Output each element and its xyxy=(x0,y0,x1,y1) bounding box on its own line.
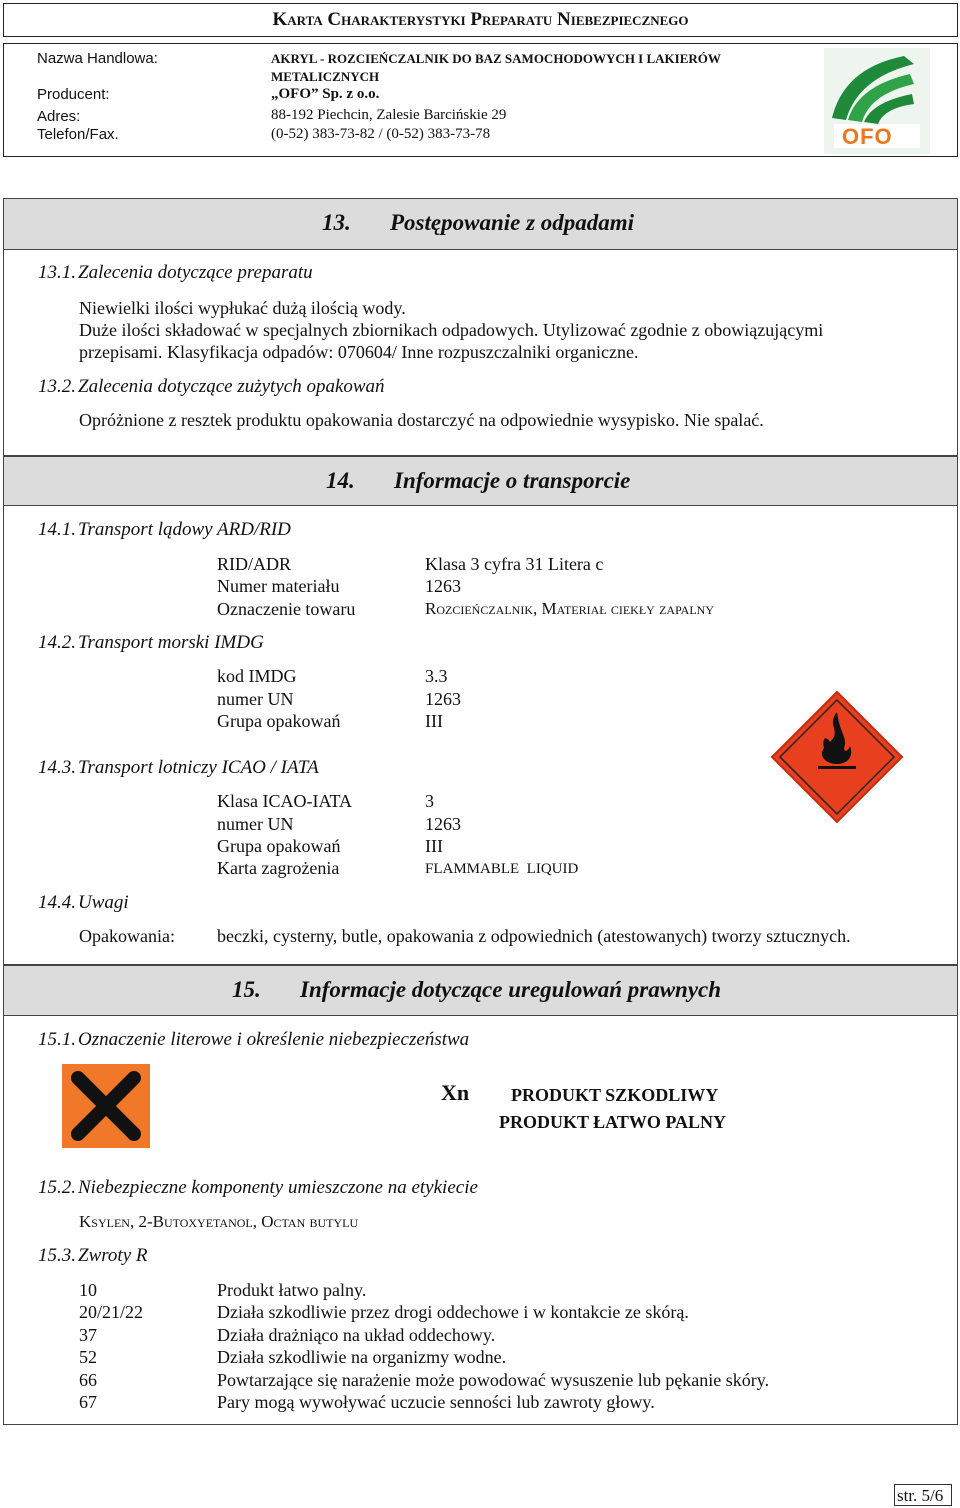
hazard-text-2: PRODUKT ŁATWO PALNY xyxy=(499,1112,727,1132)
sub-14-1-title: Transport lądowy ARD/RID xyxy=(78,519,291,540)
r-text-5: Pary mogą wywoływać uczucie senności lub zawroty głowy. xyxy=(217,1392,655,1412)
value-name-line2: METALICZNYCH xyxy=(271,69,380,84)
air-label-0: Klasa ICAO-IATA xyxy=(217,791,353,811)
title-bar xyxy=(3,3,958,37)
text-13-1b: Duże ilości składować w specjalnych zbiornikach odpadowych. Utylizować zgodnie z obowiązującymi xyxy=(79,320,824,340)
land-label-1: Numer materiału xyxy=(217,576,340,596)
r-code-0: 10 xyxy=(79,1280,97,1300)
air-value-3: FLAMMABLE LIQUID xyxy=(425,861,579,877)
land-value-0: Klasa 3 cyfra 31 Litera c xyxy=(425,554,604,574)
section-14-number: 14. xyxy=(326,468,355,493)
r-text-3: Działa szkodliwie na organizmy wodne. xyxy=(217,1347,507,1367)
logo-text: OFO xyxy=(842,124,893,149)
sub-13-1-number: 13.1. xyxy=(38,262,76,283)
text-13-1c: przepisami. Klasyfikacja odpadów: 070604/ Inne rozpuszczalniki organiczne. xyxy=(79,342,639,362)
sea-label-1: numer UN xyxy=(217,689,294,709)
land-value-1: 1263 xyxy=(425,576,461,596)
sea-value-1: 1263 xyxy=(425,689,461,709)
label-name: Nazwa Handlowa: xyxy=(37,50,158,67)
r-code-2: 37 xyxy=(79,1325,97,1345)
page-number-box xyxy=(894,1484,952,1506)
hazard-text-1: PRODUKT SZKODLIWY xyxy=(511,1085,719,1105)
r-text-0: Produkt łatwo palny. xyxy=(217,1280,367,1300)
sub-15-1-title: Oznaczenie literowe i określenie niebezpieczeństwa xyxy=(78,1029,470,1050)
r-code-1: 20/21/22 xyxy=(79,1302,144,1322)
section-14-title: Informacje o transporcie xyxy=(394,468,631,493)
page-number: str. 5/6 xyxy=(897,1486,944,1505)
hazard-symbol-xn: Xn xyxy=(441,1080,470,1105)
r-code-4: 66 xyxy=(79,1370,97,1390)
r-code-5: 67 xyxy=(79,1392,97,1412)
header-info-box xyxy=(3,43,958,157)
label-phone: Telefon/Fax. xyxy=(37,126,119,143)
value-address: 88-192 Piechcin, Zalesie Barcińskie 29 xyxy=(271,107,507,123)
document-title: Karta Charakterystyki Preparatu Niebezpiecznego xyxy=(272,9,689,30)
land-label-0: RID/ADR xyxy=(217,554,292,574)
sub-13-1-title: Zalecenia dotyczące preparatu xyxy=(78,262,313,283)
land-label-2: Oznaczenie towaru xyxy=(217,599,356,619)
sub-13-2-number: 13.2. xyxy=(38,376,76,397)
flammable-diamond-icon xyxy=(770,690,904,824)
packaging-text: beczki, cysterny, butle, opakowania z odpowiednich (atestowanych) tworzy sztucznych. xyxy=(217,926,851,946)
air-value-1: 1263 xyxy=(425,814,461,834)
label-producer: Producent: xyxy=(37,86,110,103)
r-code-3: 52 xyxy=(79,1347,97,1367)
sub-15-2-number: 15.2. xyxy=(38,1177,76,1198)
r-text-1: Działa szkodliwie przez drogi oddechowe i w kontakcie ze skórą. xyxy=(217,1302,689,1322)
air-value-0: 3 xyxy=(425,791,434,811)
sub-14-1-number: 14.1. xyxy=(38,519,76,540)
label-address: Adres: xyxy=(37,108,81,125)
sea-value-2: III xyxy=(425,711,443,731)
packaging-label: Opakowania: xyxy=(79,926,175,946)
value-name-line1: AKRYL - ROZCIEŃCZALNIK DO BAZ SAMOCHODOWYCH I LAKIERÓW xyxy=(271,51,721,66)
value-producer: „OFO” Sp. z o.o. xyxy=(271,86,380,102)
sub-14-4-title: Uwagi xyxy=(78,892,129,913)
sub-15-1-number: 15.1. xyxy=(38,1029,76,1050)
air-label-2: Grupa opakowań xyxy=(217,836,341,856)
sub-14-3-title: Transport lotniczy ICAO / IATA xyxy=(78,757,319,778)
harmful-x-icon xyxy=(62,1064,150,1148)
sub-14-2-title: Transport morski IMDG xyxy=(78,632,264,653)
components-list: Ksylen, 2-Butoxyetanol, Octan butylu xyxy=(79,1212,359,1231)
value-phone: (0-52) 383-73-82 / (0-52) 383-73-78 xyxy=(271,126,491,142)
text-13-2: Opróżnione z resztek produktu opakowania dostarczyć na odpowiednie wysypisko. Nie spalać. xyxy=(79,410,764,430)
air-label-1: numer UN xyxy=(217,814,294,834)
sea-label-0: kod IMDG xyxy=(217,666,297,686)
section-15-title: Informacje dotyczące uregulowań prawnych xyxy=(300,977,722,1002)
section-13-title: Postępowanie z odpadami xyxy=(390,210,635,235)
sub-15-3-number: 15.3. xyxy=(38,1245,76,1266)
ofo-logo xyxy=(824,48,930,154)
r-text-2: Działa drażniąco na układ oddechowy. xyxy=(217,1325,496,1345)
air-value-2: III xyxy=(425,836,443,856)
sub-14-4-number: 14.4. xyxy=(38,892,76,913)
sub-14-3-number: 14.3. xyxy=(38,757,76,778)
text-13-1a: Niewielki ilości wypłukać dużą ilością wody. xyxy=(79,298,406,318)
section-15-number: 15. xyxy=(232,977,261,1002)
sub-14-2-number: 14.2. xyxy=(38,632,76,653)
air-label-3: Karta zagrożenia xyxy=(217,858,340,878)
sea-label-2: Grupa opakowań xyxy=(217,711,341,731)
sub-13-2-title: Zalecenia dotyczące zużytych opakowań xyxy=(78,376,385,397)
sub-15-3-title: Zwroty R xyxy=(78,1245,148,1266)
land-value-2: Rozcieńczalnik, Materiał ciekły zapalny xyxy=(425,599,714,618)
r-text-4: Powtarzające się narażenie może powodować wysuszenie lub pękanie skóry. xyxy=(217,1370,770,1390)
section-13-number: 13. xyxy=(322,210,351,235)
sea-value-0: 3.3 xyxy=(425,666,448,686)
sub-15-2-title: Niebezpieczne komponenty umieszczone na etykiecie xyxy=(78,1177,478,1198)
